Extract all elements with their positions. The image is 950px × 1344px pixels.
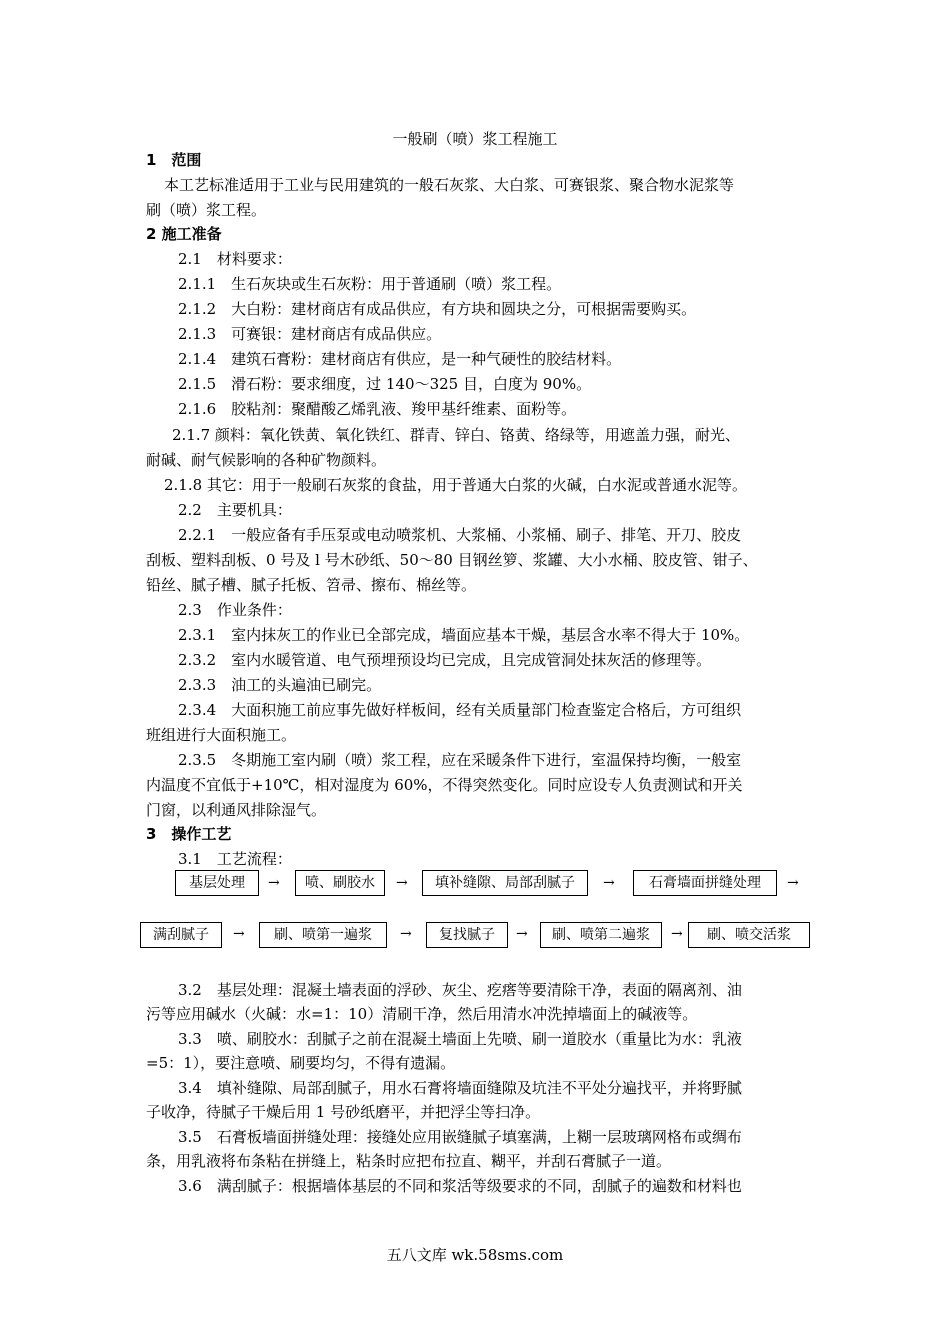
paragraph-line: 2.3.4 大面积施工前应事先做好样板间，经有关质量部门检查鉴定合格后，方可组织 <box>178 701 742 719</box>
flow-arrow-icon: → <box>233 926 245 942</box>
paragraph-line: 子收净，待腻子干燥后用 1 号砂纸磨平，并把浮尘等扫净。 <box>146 1103 541 1121</box>
paragraph-line: 2.1.6 胶粘剂：聚醋酸乙烯乳液、羧甲基纤维素、面粉等。 <box>178 400 577 418</box>
paragraph-line: 2.1.1 生石灰块或生石灰粉：用于普通刷（喷）浆工程。 <box>178 275 562 293</box>
flow-step-full-putty: 满刮腻子 <box>140 922 222 948</box>
paragraph-line: 刷（喷）浆工程。 <box>146 201 267 219</box>
paragraph-line: 铅丝、腻子槽、腻子托板、笤帚、擦布、棉丝等。 <box>146 576 477 594</box>
paragraph-line: 2.2.1 一般应备有手压泵或电动喷浆机、大浆桶、小浆桶、刷子、排笔、开刀、胶皮 <box>178 526 742 544</box>
flow-step-second-coat: 刷、喷第二遍浆 <box>540 922 662 948</box>
paragraph-line: 2.3 作业条件： <box>178 601 292 619</box>
heading-scope: 1 范围 <box>146 151 202 169</box>
paragraph-line: 2.1.3 可赛银：建材商店有成品供应。 <box>178 325 442 343</box>
flow-step-first-coat: 刷、喷第一遍浆 <box>259 922 387 948</box>
flow-step-recheck-putty: 复找腻子 <box>426 922 508 948</box>
paragraph-line: 条，用乳液将布条粘在拼缝上，粘条时应把布拉直、糊平，并刮石膏腻子一道。 <box>146 1152 672 1170</box>
paragraph-line: 耐碱、耐气候影响的各种矿物颜料。 <box>146 451 387 469</box>
paragraph-line: 3.2 基层处理：混凝土墙表面的浮砂、灰尘、疙瘩等要清除干净，表面的隔离剂、油 <box>178 981 742 999</box>
paragraph-line: 2.3.1 室内抹灰工的作业已全部完成，墙面应基本干燥，基层含水率不得大于 10%。 <box>178 626 750 644</box>
flow-arrow-icon: → <box>603 875 615 891</box>
paragraph-line: 刮板、塑料刮板、0 号及 l 号木砂纸、50～80 目钢丝箩、浆罐、大小水桶、胶皮管、钳子、 <box>146 551 758 569</box>
paragraph-line: 3.3 喷、刷胶水：刮腻子之前在混凝土墙面上先喷、刷一道胶水（重量比为水：乳液 <box>178 1030 742 1048</box>
paragraph-line: 门窗，以利通风排除湿气。 <box>146 801 327 819</box>
paragraph-line: 3.1 工艺流程： <box>178 850 292 868</box>
paragraph-line: 本工艺标准适用于工业与民用建筑的一般石灰浆、大白浆、可赛银浆、聚合物水泥浆等 <box>164 176 735 194</box>
heading-process: 3 操作工艺 <box>146 825 232 843</box>
paragraph-line: 2.3.2 室内水暖管道、电气预埋预设均已完成，且完成管洞处抹灰活的修理等。 <box>178 651 712 669</box>
paragraph-line: 3.5 石膏板墙面拼缝处理：接缝处应用嵌缝腻子填塞满，上糊一层玻璃网格布或绸布 <box>178 1128 742 1146</box>
document-title: 一般刷（喷）浆工程施工 <box>392 130 558 148</box>
paragraph-line: 污等应用碱水（火碱：水=1：10）清刷干净，然后用清水冲洗掉墙面上的碱液等。 <box>146 1005 698 1023</box>
paragraph-line: 2.2 主要机具： <box>178 501 292 519</box>
paragraph-line: 2.1.5 滑石粉：要求细度，过 140～325 目，白度为 90%。 <box>178 375 592 393</box>
paragraph-line: 2.1.4 建筑石膏粉：建材商店有供应，是一种气硬性的胶结材料。 <box>178 350 622 368</box>
paragraph-line: 3.6 满刮腻子：根据墙体基层的不同和浆活等级要求的不同，刮腻子的遍数和材料也 <box>178 1177 742 1195</box>
paragraph-line: 2.3.3 油工的头遍油已刷完。 <box>178 676 382 694</box>
flow-step-glue: 喷、刷胶水 <box>295 870 385 896</box>
footer-watermark: 五八文库 wk.58sms.com <box>386 1246 564 1264</box>
paragraph-line: 内温度不宜低于+10℃，相对湿度为 60%，不得突然变化。同时应设专人负责测试和开关 <box>146 776 743 794</box>
flow-step-gypsum-seams: 石膏墙面拼缝处理 <box>633 870 777 896</box>
flow-arrow-icon: → <box>516 926 528 942</box>
heading-preparation: 2 施工准备 <box>146 225 222 243</box>
paragraph-line: 2.3.5 冬期施工室内刷（喷）浆工程，应在采暖条件下进行，室温保持均衡，一般室 <box>178 751 742 769</box>
paragraph-line: =5：1），要注意喷、刷要均匀，不得有遗漏。 <box>146 1054 456 1072</box>
paragraph-line: 2.1.7 颜料：氧化铁黄、氧化铁红、群青、锌白、铬黄、络绿等，用遮盖力强，耐光、 <box>172 426 740 444</box>
flow-arrow-icon: → <box>671 926 683 942</box>
flow-step-fill-putty: 填补缝隙、局部刮腻子 <box>422 870 588 896</box>
flow-arrow-icon: → <box>400 926 412 942</box>
flow-step-base-treatment: 基层处理 <box>175 870 259 896</box>
paragraph-line: 班组进行大面积施工。 <box>146 726 297 744</box>
paragraph-line: 3.4 填补缝隙、局部刮腻子，用水石膏将墙面缝隙及坑洼不平处分遍找平，并将野腻 <box>178 1079 742 1097</box>
flow-arrow-icon: → <box>787 875 799 891</box>
paragraph-line: 2.1 材料要求： <box>178 250 292 268</box>
paragraph-line: 2.1.2 大白粉：建材商店有成品供应，有方块和圆块之分，可根据需要购买。 <box>178 300 697 318</box>
flow-step-finish-coat: 刷、喷交活浆 <box>688 922 810 948</box>
flow-arrow-icon: → <box>396 875 408 891</box>
paragraph-line: 2.1.8 其它：用于一般刷石灰浆的食盐，用于普通大白浆的火碱，白水泥或普通水泥等。 <box>164 476 747 494</box>
flow-arrow-icon: → <box>268 875 280 891</box>
